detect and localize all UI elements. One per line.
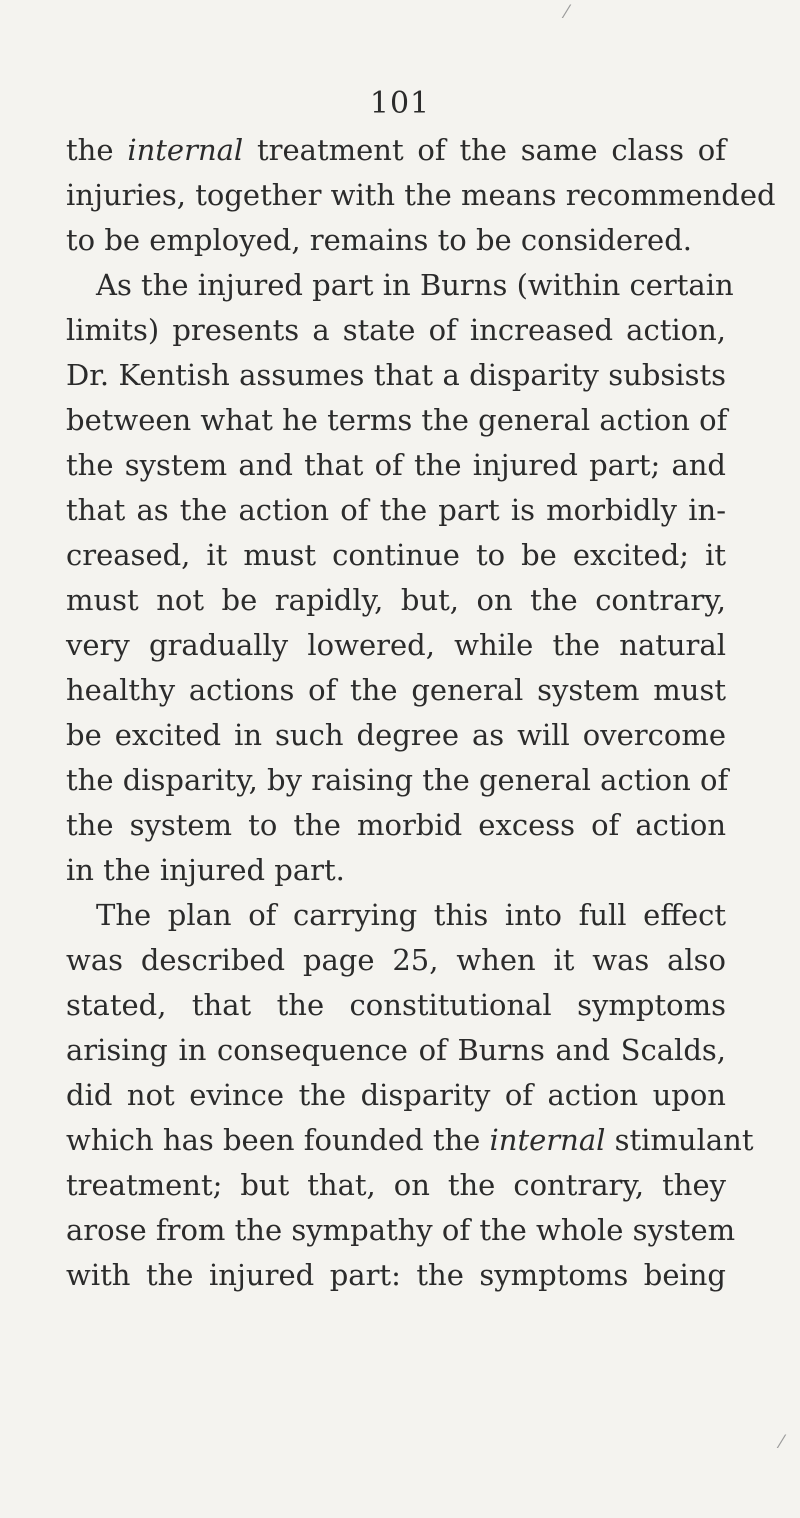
- text-line: [66, 803, 726, 848]
- speck-mark: ⁄: [565, 2, 569, 23]
- text-segment: did not evince the disparity of action upon: [66, 1078, 726, 1112]
- text-line: [66, 443, 726, 488]
- text-line: [66, 848, 726, 893]
- text-segment: the disparity, by raising the general action of: [66, 763, 729, 797]
- text-segment: The plan of carrying this into full effect: [96, 898, 726, 932]
- text-line: [66, 1208, 736, 1253]
- speck-mark: ⁄: [780, 1432, 784, 1453]
- text-line: [66, 398, 726, 443]
- text-line: [66, 758, 729, 803]
- text-line: [66, 173, 776, 218]
- text-line: [66, 1253, 726, 1298]
- text-segment: be excited in such degree as will overcome: [66, 718, 726, 752]
- text-line: [66, 623, 726, 668]
- text-line: [66, 938, 726, 983]
- text-segment: Dr. Kentish assumes that a disparity subsists: [66, 358, 726, 392]
- text-line: [66, 533, 726, 578]
- text-line: [66, 1163, 726, 1208]
- text-line: [66, 128, 726, 173]
- text-line: [66, 488, 726, 533]
- text-segment: the system and that of the injured part; and: [66, 448, 726, 482]
- italic-text: internal: [489, 1123, 606, 1157]
- text-segment: arising in consequence of Burns and Scalds,: [66, 1033, 726, 1067]
- text-segment: was described page 25, when it was also: [66, 943, 726, 977]
- text-segment: which has been founded the: [66, 1123, 490, 1157]
- italic-text: internal: [127, 133, 244, 167]
- text-segment: with the injured part: the symptoms being: [66, 1258, 726, 1292]
- text-segment: healthy actions of the general system must: [66, 673, 726, 707]
- text-segment: the: [66, 133, 128, 167]
- page-number: 101: [369, 86, 431, 121]
- text-segment: injuries, together with the means recommended: [66, 178, 776, 212]
- text-segment: As the injured part in Burns (within certain: [96, 268, 734, 302]
- text-line: [66, 713, 726, 758]
- text-segment: in the injured part.: [66, 853, 345, 887]
- text-segment: between what he terms the general action of: [66, 403, 728, 437]
- text-line: [66, 1118, 754, 1163]
- text-segment: treatment; but that, on the contrary, they: [66, 1168, 726, 1202]
- text-segment: limits) presents a state of increased action,: [66, 313, 726, 347]
- text-segment: treatment of the same class of: [243, 133, 726, 167]
- text-line: [66, 263, 734, 308]
- text-line: [66, 668, 726, 713]
- text-line: [66, 1028, 726, 1073]
- text-segment: stimulant: [605, 1123, 754, 1157]
- text-segment: to be employed, remains to be considered.: [66, 223, 692, 257]
- text-segment: very gradually lowered, while the natural: [66, 628, 726, 662]
- text-line: [66, 308, 726, 353]
- text-line: [66, 983, 726, 1028]
- text-segment: that as the action of the part is morbidly in-: [66, 493, 726, 527]
- text-segment: creased, it must continue to be excited; it: [66, 538, 726, 572]
- text-line: [66, 218, 726, 263]
- body-text: [66, 128, 776, 1298]
- text-line: [66, 578, 726, 623]
- text-segment: the system to the morbid excess of action: [66, 808, 726, 842]
- text-segment: stated, that the constitutional symptoms: [66, 988, 726, 1022]
- text-line: [66, 1073, 726, 1118]
- text-line: [66, 353, 726, 398]
- text-line: [66, 893, 726, 938]
- text-segment: arose from the sympathy of the whole system: [66, 1213, 736, 1247]
- text-segment: must not be rapidly, but, on the contrary,: [66, 583, 726, 617]
